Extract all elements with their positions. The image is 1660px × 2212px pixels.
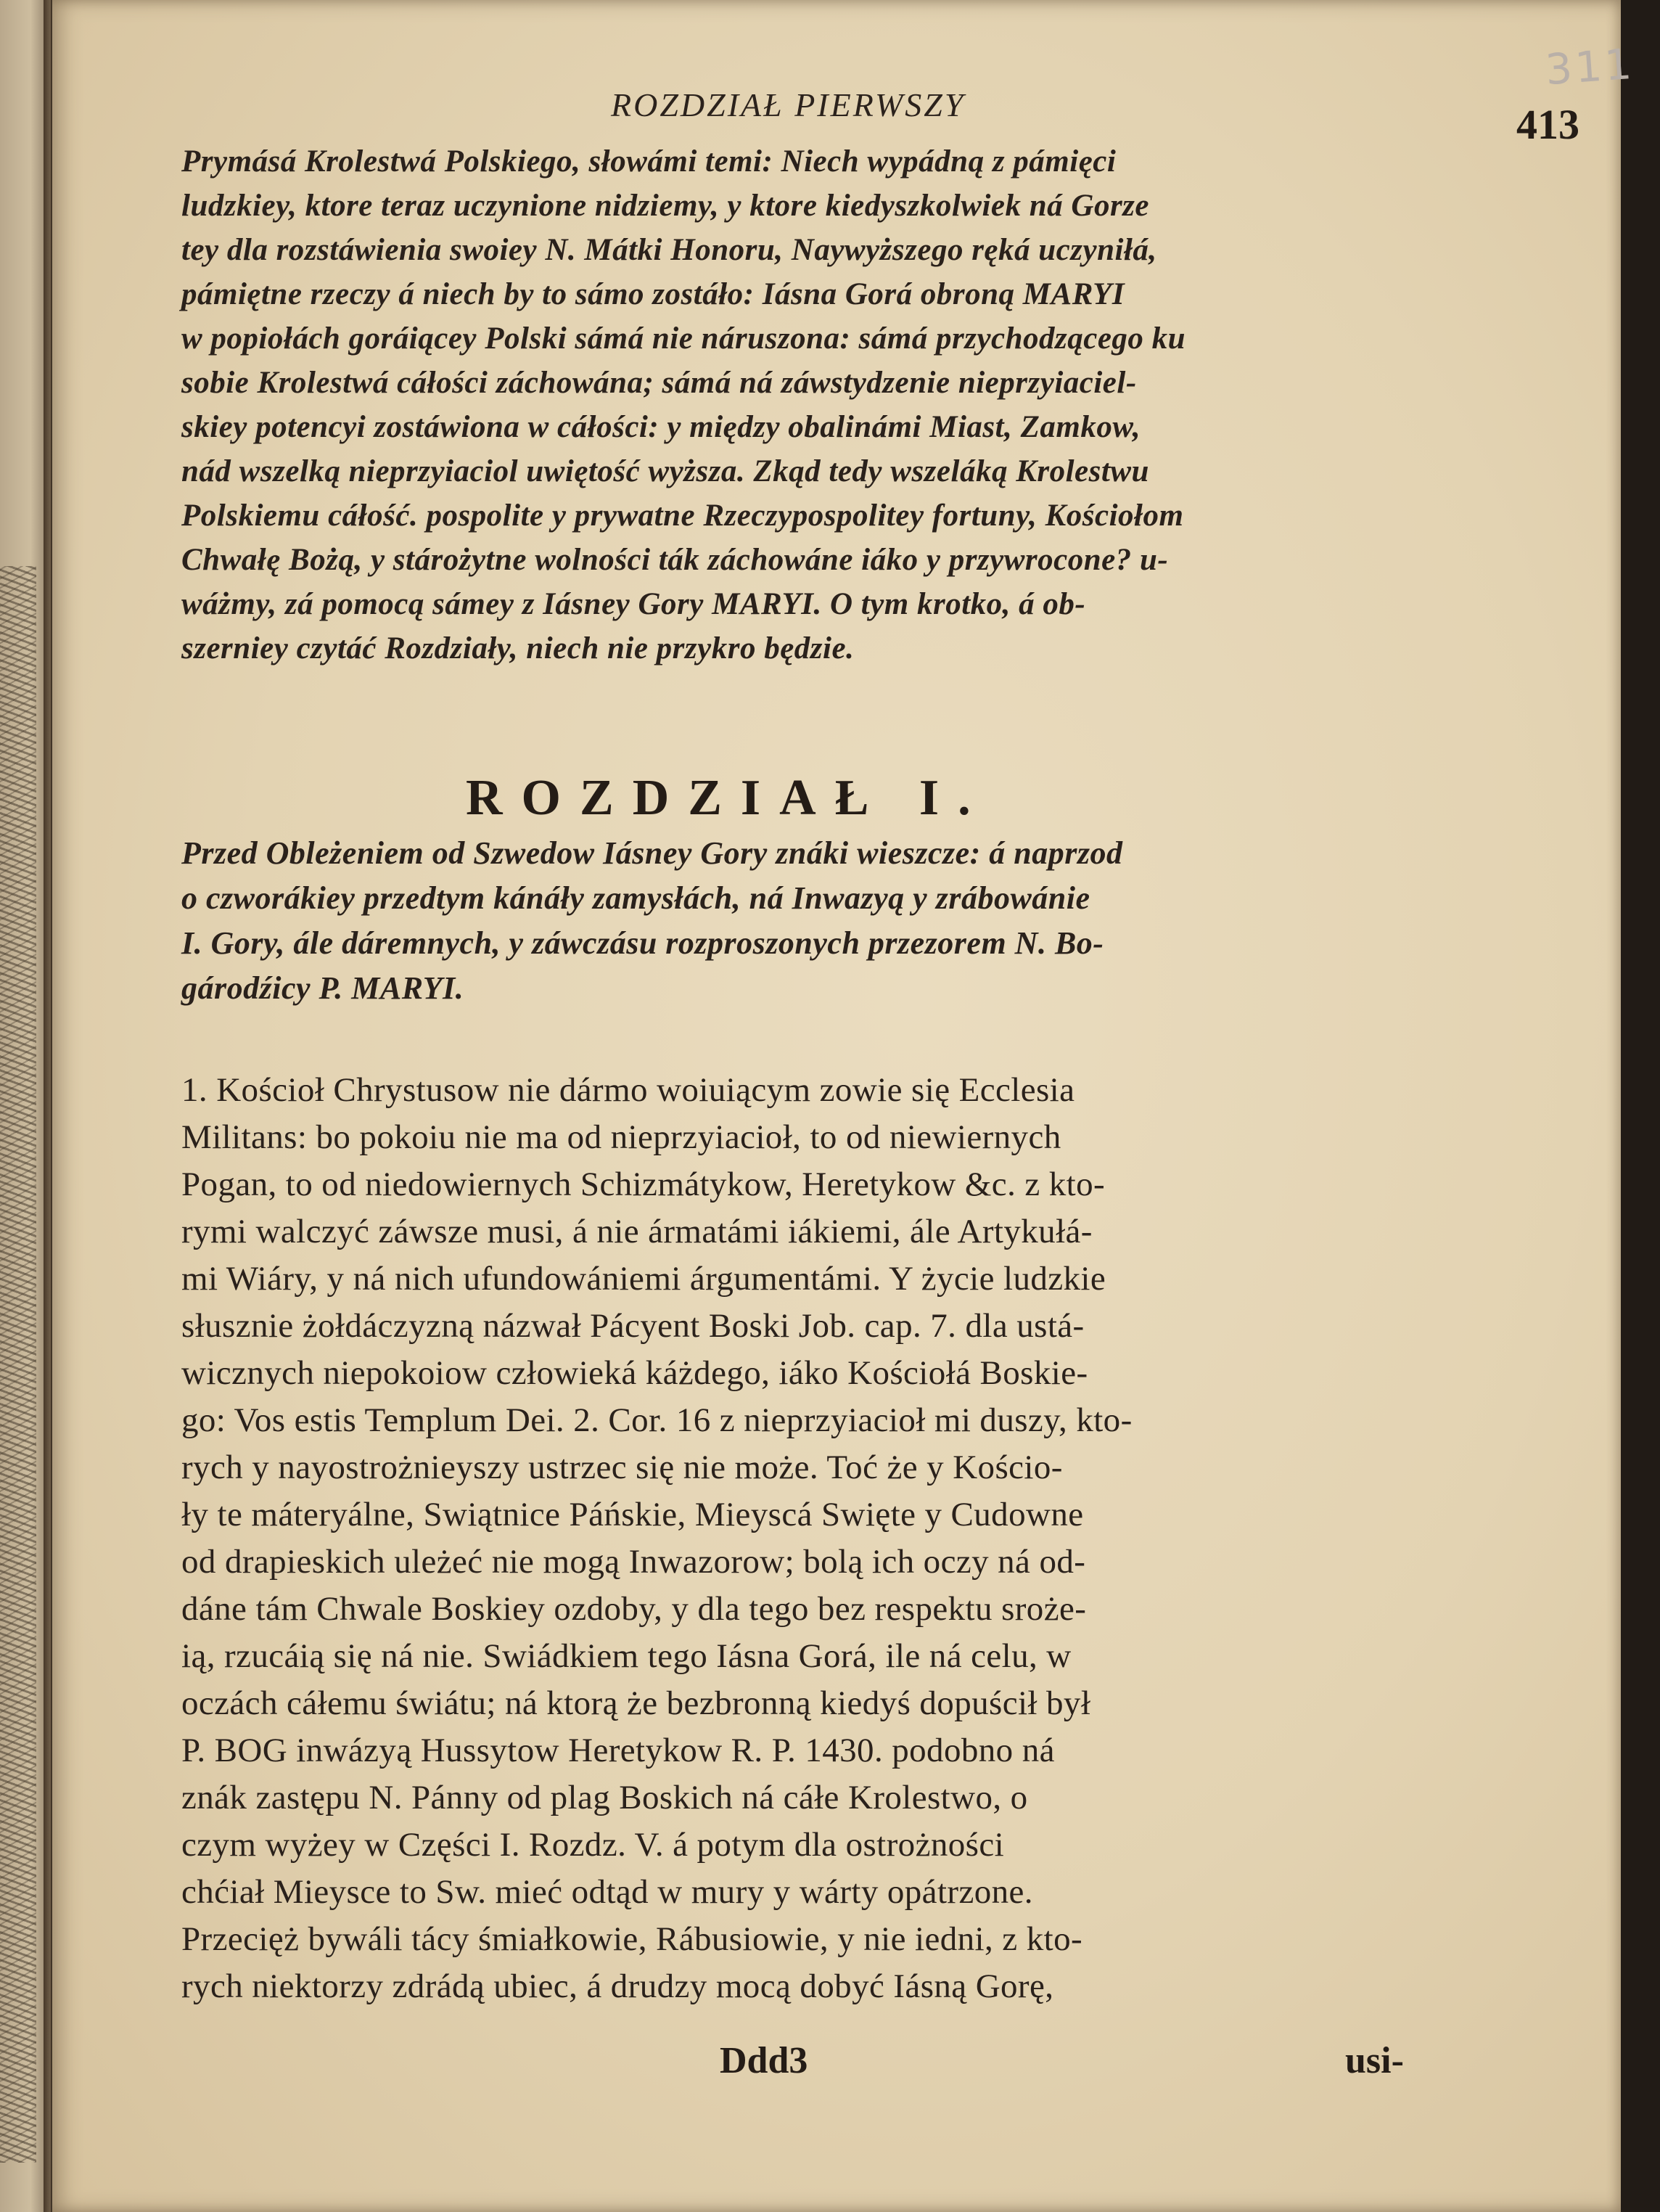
text-line: wicznych niepokoiow człowieká káżdego, iáko Kościołá Boskie- [181,1354,1088,1392]
text-line: nád wszelką nieprzyiaciol uwiętość wyższa. Zkąd tedy wszeláką Krolestwu [181,454,1149,488]
text-line: wáżmy, zá pomocą sámey z Iásney Gory MARYI. O tym krotko, á ob- [181,587,1086,621]
catchword: usi- [1345,2040,1404,2081]
text-line: pámiętne rzeczy á niech by to sámo zostáło: Iásna Gorá obroną MARYI [181,277,1125,311]
text-line: szerniey czytáć Rozdziały, niech nie przykro będzie. [181,631,855,665]
text-line: ią, rzucáią się ná nie. Swiádkiem tego Iásna Gorá, ile ná celu, w [181,1637,1072,1675]
text-line: Prymásá Krolestwá Polskiego, słowámi temi: Niech wypádną z pámięci [181,144,1117,179]
text-line: mi Wiáry, y ná nich ufundowániemi árgumentámi. Y życie ludzkie [181,1260,1106,1298]
chapter-title: ROZDZIAŁ I. [466,770,990,826]
text-line: Przecięż bywáli tácy śmiałkowie, Rábusiowie, y nie iedni, z kto- [181,1920,1083,1958]
text-line: rych y nayostrożnieyszy ustrzec się nie może. Toć że y Kościo- [181,1449,1063,1486]
book-page [52,0,1636,2212]
text-line: skiey potencyi zostáwiona w cáłości: y między obalinámi Miast, Zamkow, [181,410,1141,444]
text-line: w popiołách goráiącey Polski sámá nie náruszona: sámá przychodzącego ku [181,321,1186,356]
text-line: P. BOG inwázyą Hussytow Heretykow R. P. 1430. podobno ná [181,1732,1055,1769]
facing-page-engraving [0,566,36,2163]
text-line: rych niektorzy zdrádą ubiec, á drudzy mocą dobyć Iásną Gorę, [181,1967,1054,2005]
text-line: dáne tám Chwale Boskiey ozdoby, y dla tego bez respektu sroże- [181,1590,1087,1628]
text-line: sobie Krolestwá cáłości záchowána; sámá ná záwstydzenie nieprzyiaciel- [181,366,1137,400]
text-line: rymi walczyć záwsze musi, á nie ármatámi iákiemi, ále Artykułá- [181,1213,1093,1250]
text-line: słusznie żołdáczyzną názwał Pácyent Boski Job. cap. 7. dla ustá- [181,1307,1085,1345]
text-line: Polskiemu cáłość. pospolite y prywatne Rzeczypospolitey fortuny, Kościołom [181,499,1184,533]
text-line: znák zastępu N. Pánny od plag Boskich ná cáłe Krolestwo, o [181,1779,1028,1816]
text-line: Przed Obleżeniem od Szwedow Iásney Gory znáki wieszcze: á naprzod [181,835,1123,871]
text-line: I. Gory, ále dáremnych, y záwczásu rozproszonych przezorem N. Bo- [181,925,1104,961]
text-line: od drapieskich uleżeć nie mogą Inwazorow; bolą ich oczy ná od- [181,1543,1086,1581]
text-line: 1. Kościoł Chrystusow nie dármo woiuiącym zowie się Ecclesia [181,1071,1075,1109]
text-line: Chwałę Bożą, y stárożytne wolności ták záchowáne iáko y przywrocone? u- [181,543,1169,577]
text-line: oczách cáłemu świátu; ná ktorą że bezbronną kiedyś dopuścił był [181,1684,1091,1722]
text-line: ludzkiey, ktore teraz uczynione nidziemy, y ktore kiedyszkolwiek ná Gorze [181,189,1149,223]
text-line: go: Vos estis Templum Dei. 2. Cor. 16 z nieprzyiacioł mi duszy, kto- [181,1401,1133,1439]
text-line: czym wyżey w Części I. Rozdz. V. á potym dla ostrożności [181,1826,1005,1864]
pencil-folio-number: 311 [1543,38,1636,95]
text-line: chćiał Mieysce to Sw. mieć odtąd w mury y wárty opátrzone. [181,1873,1033,1911]
text-line: Pogan, to od niedowiernych Schizmátykow, Heretykow &c. z kto- [181,1166,1106,1203]
text-line: ły te máteryálne, Swiątnice Páńskie, Mieyscá Swięte y Cudowne [181,1496,1084,1533]
page-number: 413 [1516,101,1579,148]
text-line: tey dla rozstáwienia swoiey N. Mátki Honoru, Naywyższego ręká uczyniłá, [181,233,1157,267]
text-line: Militans: bo pokoiu nie ma od nieprzyiacioł, to od niewiernych [181,1118,1061,1156]
text-line: gárodźicy P. MARYI. [181,970,464,1006]
signature-mark: Ddd3 [720,2040,808,2081]
text-line: o czworákiey przedtym kánáły zamysłách, ná Inwazyą y zrábowánie [181,880,1090,916]
running-head: ROZDZIAŁ PIERWSZY [611,86,966,123]
